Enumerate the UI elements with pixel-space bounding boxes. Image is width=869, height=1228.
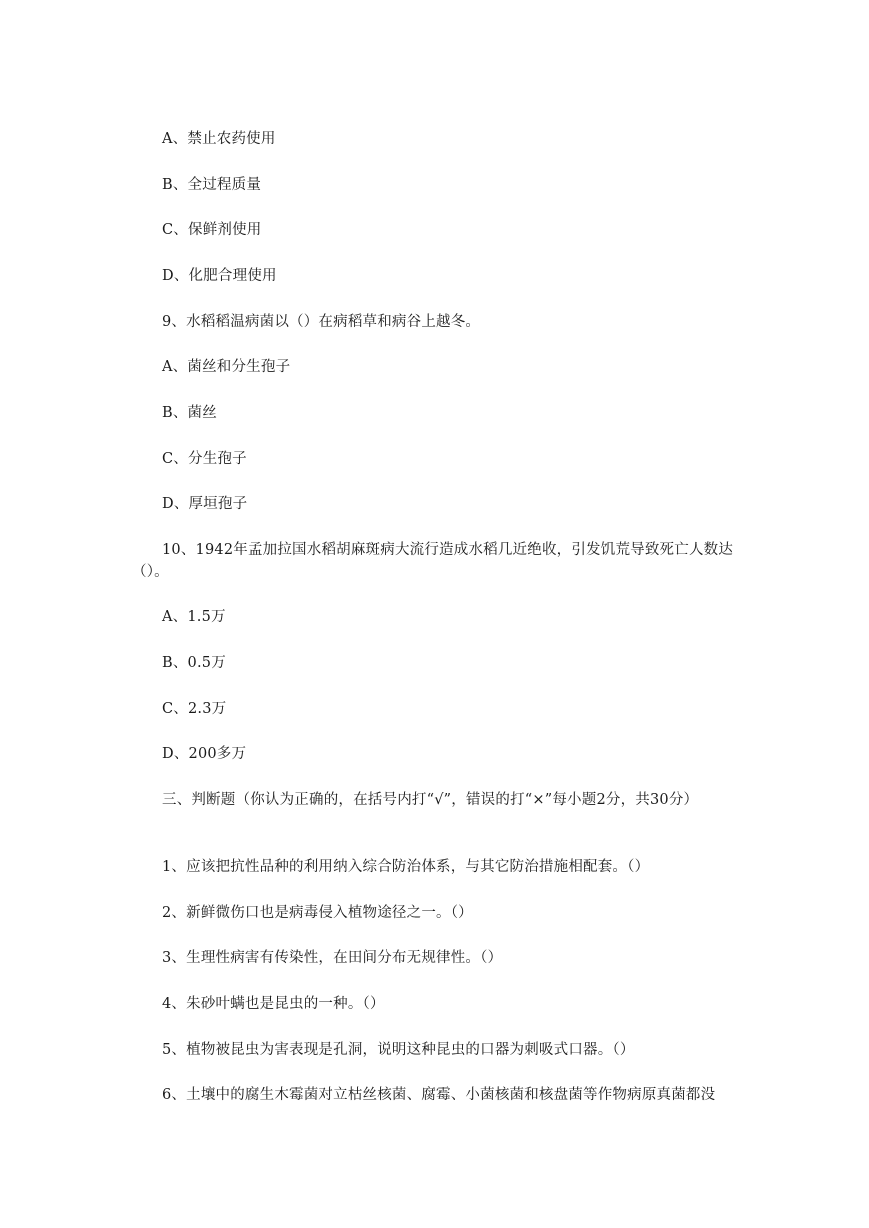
question-9: 9、水稻稻温病菌以（）在病稻草和病谷上越冬。: [162, 314, 481, 330]
option-b-q9: B、菌丝: [162, 405, 217, 421]
option-c-q8: C、保鲜剂使用: [162, 222, 262, 238]
option-a-q8: A、禁止农药使用: [162, 131, 276, 147]
option-d-q9: D、厚垣孢子: [162, 496, 248, 512]
tf-question-1: 1、应该把抗性品种的利用纳入综合防治体系，与其它防治措施相配套。（）: [162, 859, 650, 875]
option-a-q10: A、1.5万: [162, 609, 226, 625]
option-d-q8: D、化肥合理使用: [162, 268, 277, 284]
section-heading-true-false: 三、判断题（你认为正确的，在括号内打“√”，错误的打“×”每小题2分，共30分）: [162, 792, 699, 808]
option-a-q9: A、菌丝和分生孢子: [162, 359, 291, 375]
option-b-q8: B、全过程质量: [162, 177, 262, 193]
tf-question-2: 2、新鲜微伤口也是病毒侵入植物途径之一。（）: [162, 905, 473, 921]
tf-question-3: 3、生理性病害有传染性，在田间分布无规律性。（）: [162, 950, 503, 966]
option-c-q10: C、2.3万: [162, 701, 227, 717]
question-10: 10、1942年孟加拉国水稻胡麻斑病大流行造成水稻几近绝收，引发饥荒导致死亡人数达（）。: [132, 542, 734, 580]
option-c-q9: C、分生孢子: [162, 451, 247, 467]
option-d-q10: D、200多万: [162, 746, 247, 762]
tf-question-6: 6、土壤中的腐生木霉菌对立枯丝核菌、腐霉、小菌核菌和核盘菌等作物病原真菌都没: [162, 1087, 716, 1103]
tf-question-4: 4、朱砂叶螨也是昆虫的一种。（）: [162, 996, 385, 1012]
tf-question-5: 5、植物被昆虫为害表现是孔洞，说明这种昆虫的口器为刺吸式口器。（）: [162, 1042, 635, 1058]
option-b-q10: B、0.5万: [162, 655, 226, 671]
